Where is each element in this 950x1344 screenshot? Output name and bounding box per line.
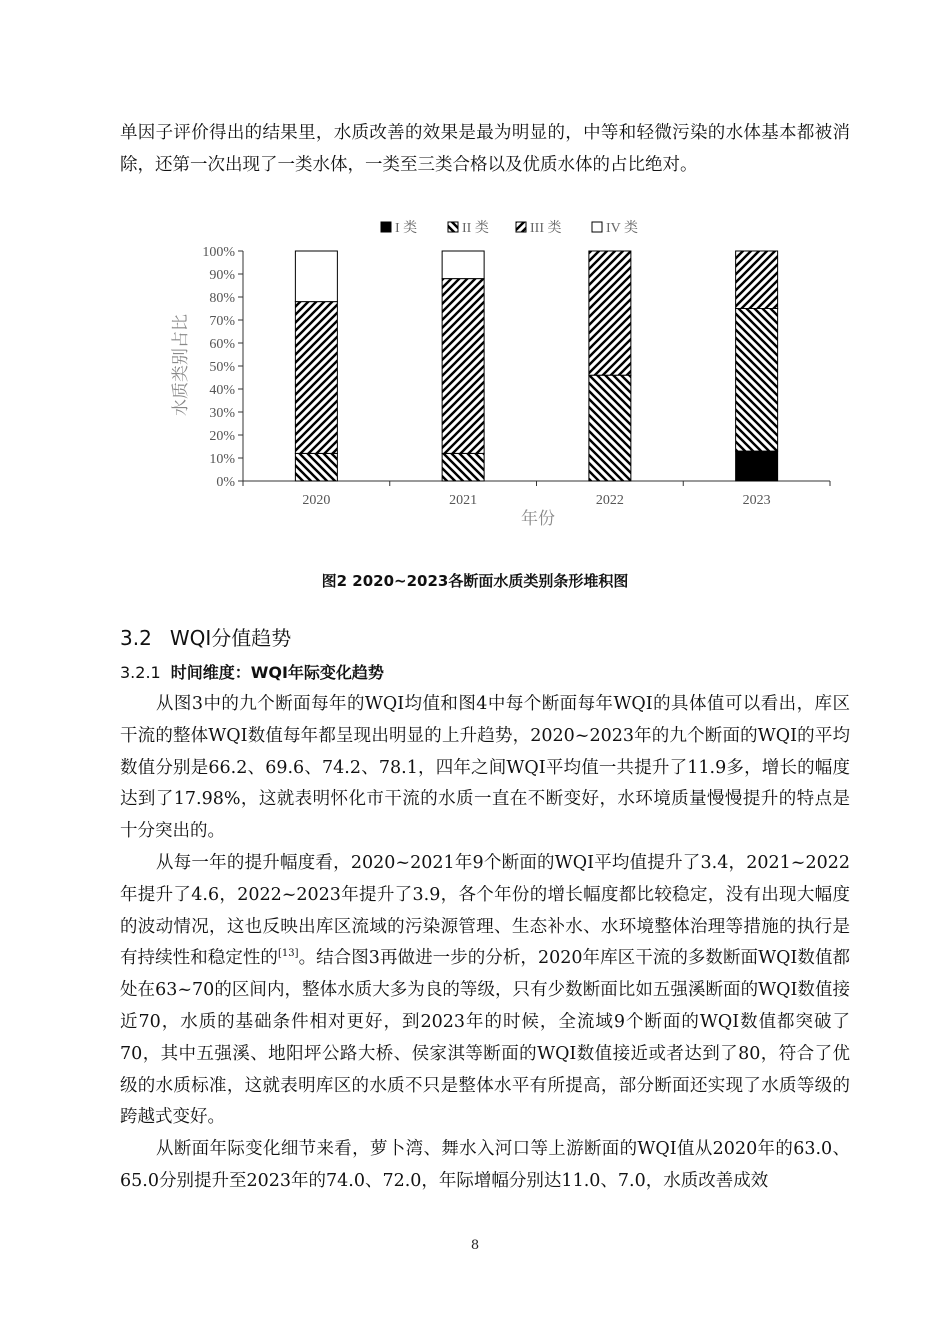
legend-label: II 类 xyxy=(462,221,489,236)
bar-segment xyxy=(295,251,337,302)
section-heading xyxy=(120,622,291,651)
bar-segment xyxy=(736,251,778,309)
section-title: WQI分值趋势 xyxy=(169,626,292,650)
y-tick-label: 40% xyxy=(209,383,235,398)
x-tick-label: 2021 xyxy=(449,493,478,508)
paragraph-2-text-a: 从每一年的提升幅度看，2020~2021年9个断面的WQI平均值提升了3.4，2021~2022年提升了4.6，2022~2023年提升了3.9，各个年份的增长幅度都比较稳定，没有出现大幅度的波动情况，这也反映出库区流域的污染源管理、生态补水、水环境整体治理等措施的执行是有持续性和稳定性的 xyxy=(120,853,850,969)
x-axis-label: 年份 xyxy=(521,509,555,528)
subsection-title: 时间维度：WQI年际变化趋势 xyxy=(170,663,384,682)
y-axis-ticks xyxy=(202,245,243,490)
y-tick-label: 80% xyxy=(209,291,235,306)
legend-label: IV 类 xyxy=(606,221,639,236)
chart-legend xyxy=(381,219,638,236)
subsection-number: 3.2.1 xyxy=(120,663,161,682)
legend-swatch xyxy=(381,222,391,232)
bar-segment xyxy=(736,451,778,481)
bar-segment xyxy=(295,302,337,454)
bar-segment xyxy=(736,309,778,452)
bar-segment xyxy=(442,251,484,279)
legend-swatch xyxy=(516,222,526,232)
x-tick-label: 2022 xyxy=(595,493,624,508)
page-number: 8 xyxy=(470,1238,480,1253)
x-tick-label: 2020 xyxy=(302,493,331,508)
x-tick-label: 2023 xyxy=(742,493,771,508)
x-axis-ticks xyxy=(243,481,830,508)
bar-group xyxy=(295,251,777,481)
legend-label: III 类 xyxy=(530,221,562,236)
y-tick-label: 0% xyxy=(216,475,235,490)
citation-ref: [13] xyxy=(277,948,299,960)
bar-segment xyxy=(589,375,631,481)
paragraph-2-text-b: 。结合图3再做进一步的分析，2020年库区干流的多数断面WQI数值都处在63~70的区间内，整体水质大多为良的等级，只有少数断面比如五强溪断面的WQI数值接近70，水质的基础条件相对更好，到2023年的时候，全流域9个断面的WQI数值都突破了70，其中五强溪、地阳坪公路大桥、侯家淇等断面的WQI数值接近或者达到了80，符合了优级的水质标准，这就表明库区的水质不只是整体水平有所提高，部分断面还实现了水质等级的跨越式变好。 xyxy=(120,948,850,1128)
y-tick-label: 70% xyxy=(209,314,235,329)
paragraph-2 xyxy=(120,848,850,1134)
bar-segment xyxy=(442,453,484,481)
top-paragraph: 单因子评价得出的结果里，水质改善的效果是最为明显的，中等和轻微污染的水体基本都被消除，还第一次出现了一类水体，一类至三类合格以及优质水体的占比绝对。 xyxy=(120,123,850,175)
subsection-heading xyxy=(120,660,384,683)
y-axis-label: 水质类别占比 xyxy=(171,314,190,416)
figure-caption: 图2 2020~2023各断面水质类别条形堆积图 xyxy=(321,572,629,590)
stacked-bar-chart xyxy=(0,210,950,540)
y-tick-label: 10% xyxy=(209,452,235,467)
section-number: 3.2 xyxy=(120,626,152,650)
y-tick-label: 100% xyxy=(202,245,235,260)
y-tick-label: 60% xyxy=(209,337,235,352)
legend-label: I 类 xyxy=(395,221,418,236)
y-tick-label: 30% xyxy=(209,406,235,421)
paragraph-3: 从断面年际变化细节来看，萝卜湾、舞水入河口等上游断面的WQI值从2020年的63.0、65.0分别提升至2023年的74.0、72.0，年际增幅分别达11.0、7.0，水质改善成效 xyxy=(120,1139,850,1191)
y-tick-label: 50% xyxy=(209,360,235,375)
legend-swatch xyxy=(448,222,458,232)
bar-segment xyxy=(442,279,484,454)
y-tick-label: 90% xyxy=(209,268,235,283)
legend-swatch xyxy=(592,222,602,232)
bar-segment xyxy=(295,453,337,481)
paragraph-1: 从图3中的九个断面每年的WQI均值和图4中每个断面每年WQI的具体值可以看出，库区干流的整体WQI数值每年都呈现出明显的上升趋势，2020~2023年的九个断面的WQI的平均数值分别是66.2、69.6、74.2、78.1，四年之间WQI平均值一共提升了11.9多，增长的幅度达到了17.98%，这就表明怀化市干流的水质一直在不断变好，水环境质量慢慢提升的特点是十分突出的。 xyxy=(120,694,850,842)
bar-segment xyxy=(589,251,631,375)
y-tick-label: 20% xyxy=(209,429,235,444)
